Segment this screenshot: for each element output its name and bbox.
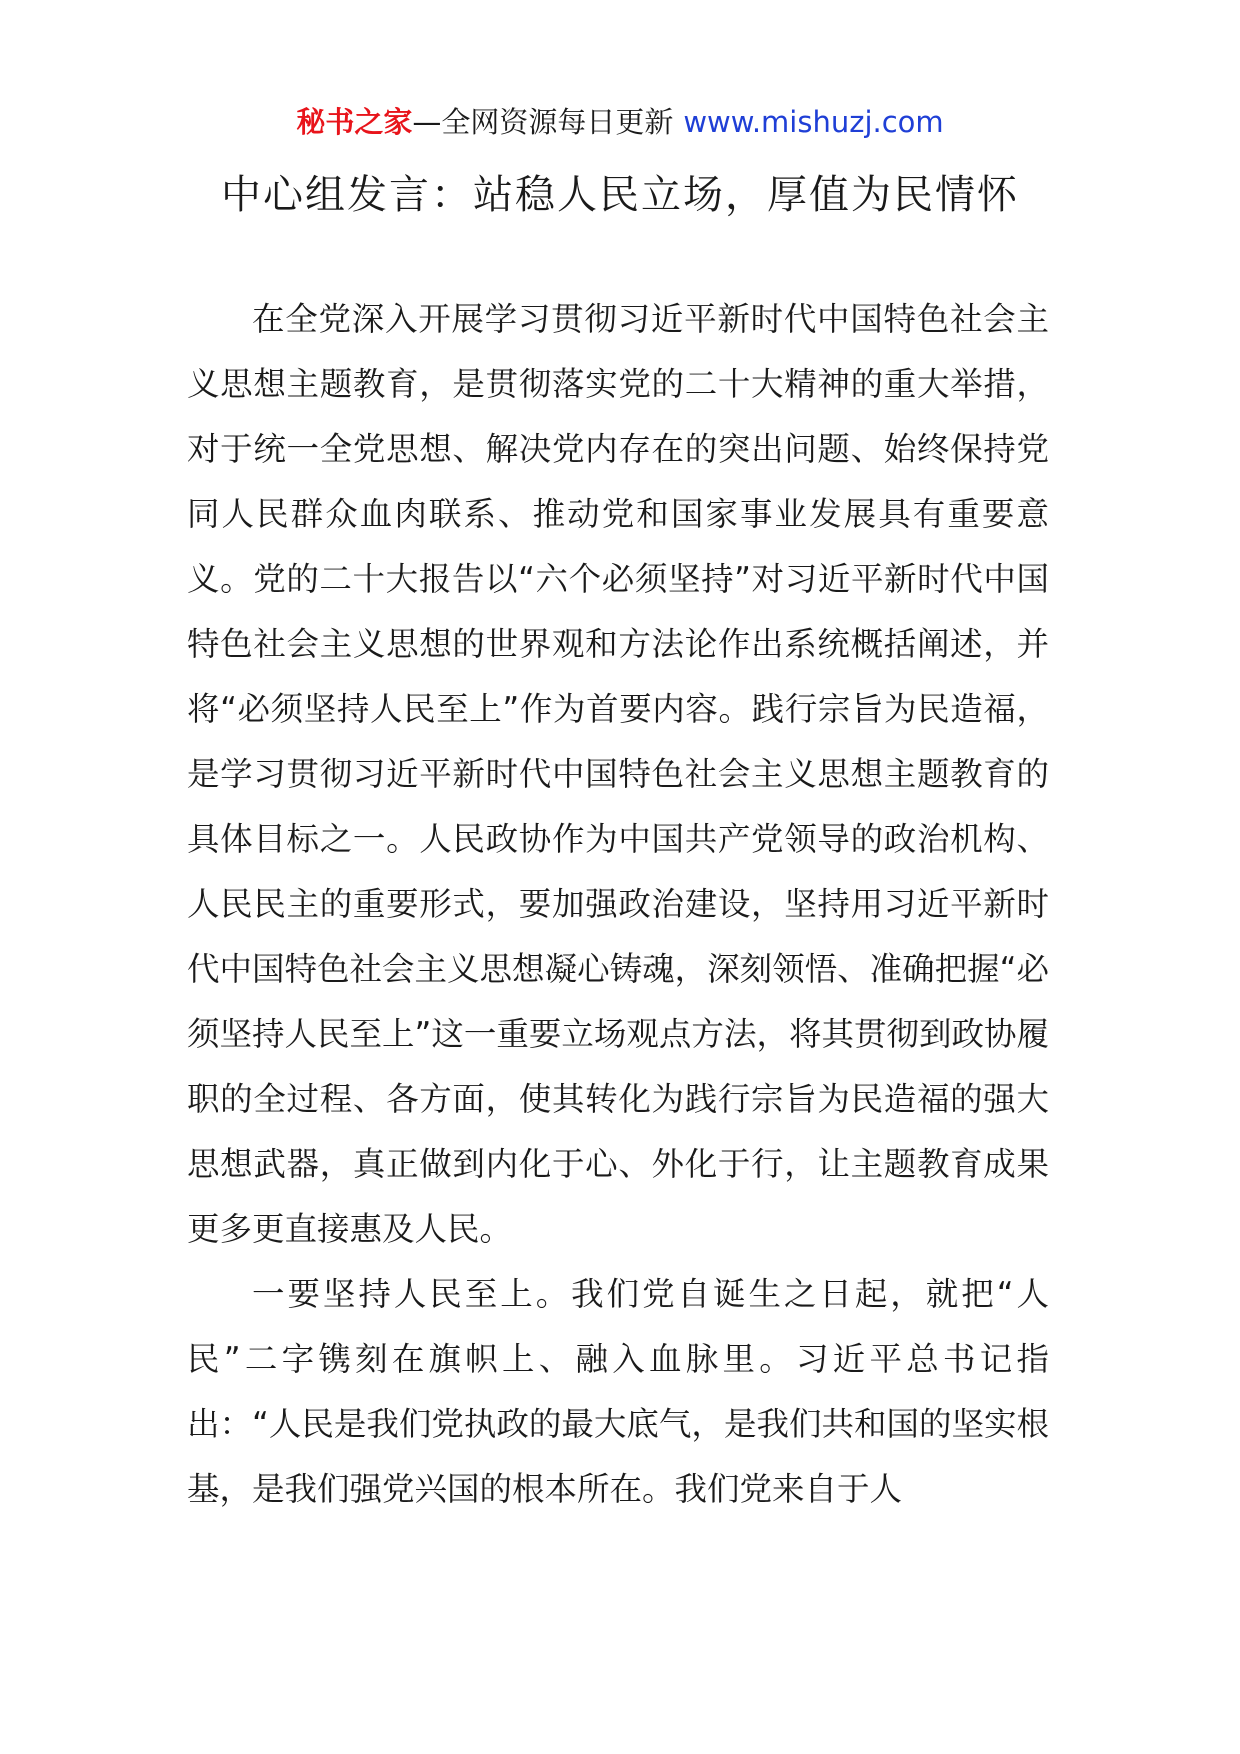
site-header [0, 100, 1240, 144]
document-body [187, 287, 1049, 1522]
header-slogan: —全网资源每日更新 [412, 105, 674, 139]
paragraph-point-one: 一要坚持人民至上。我们党自诞生之日起，就把“人民”二字镌刻在旗帜上、融入血脉里。习近平总书记指出：“人民是我们党执政的最大底气，是我们共和国的坚实根基，是我们强党兴国的根本所在。我们党来自于人 [187, 1275, 1049, 1508]
site-url-link[interactable]: www.mishuzj.com [683, 105, 944, 139]
brand-name: 秘书之家 [296, 105, 413, 139]
document-title: 中心组发言：站稳人民立场，厚值为民情怀 [221, 172, 1019, 218]
paragraph-intro: 在全党深入开展学习贯彻习近平新时代中国特色社会主义思想主题教育，是贯彻落实党的二十大精神的重大举措，对于统一全党思想、解决党内存在的突出问题、始终保持党同人民群众血肉联系、推动党和国家事业发展具有重要意义。党的二十大报告以“六个必须坚持”对习近平新时代中国特色社会主义思想的世界观和方法论作出系统概括阐述，并将“必须坚持人民至上”作为首要内容。践行宗旨为民造福，是学习贯彻习近平新时代中国特色社会主义思想主题教育的具体目标之一。人民政协作为中国共产党领导的政治机构、人民民主的重要形式，要加强政治建设，坚持用习近平新时代中国特色社会主义思想凝心铸魂，深刻领悟、准确把握“必须坚持人民至上”这一重要立场观点方法，将其贯彻到政协履职的全过程、各方面，使其转化为践行宗旨为民造福的强大思想武器，真正做到内化于心、外化于行，让主题教育成果更多更直接惠及人民。 [187, 300, 1049, 1248]
